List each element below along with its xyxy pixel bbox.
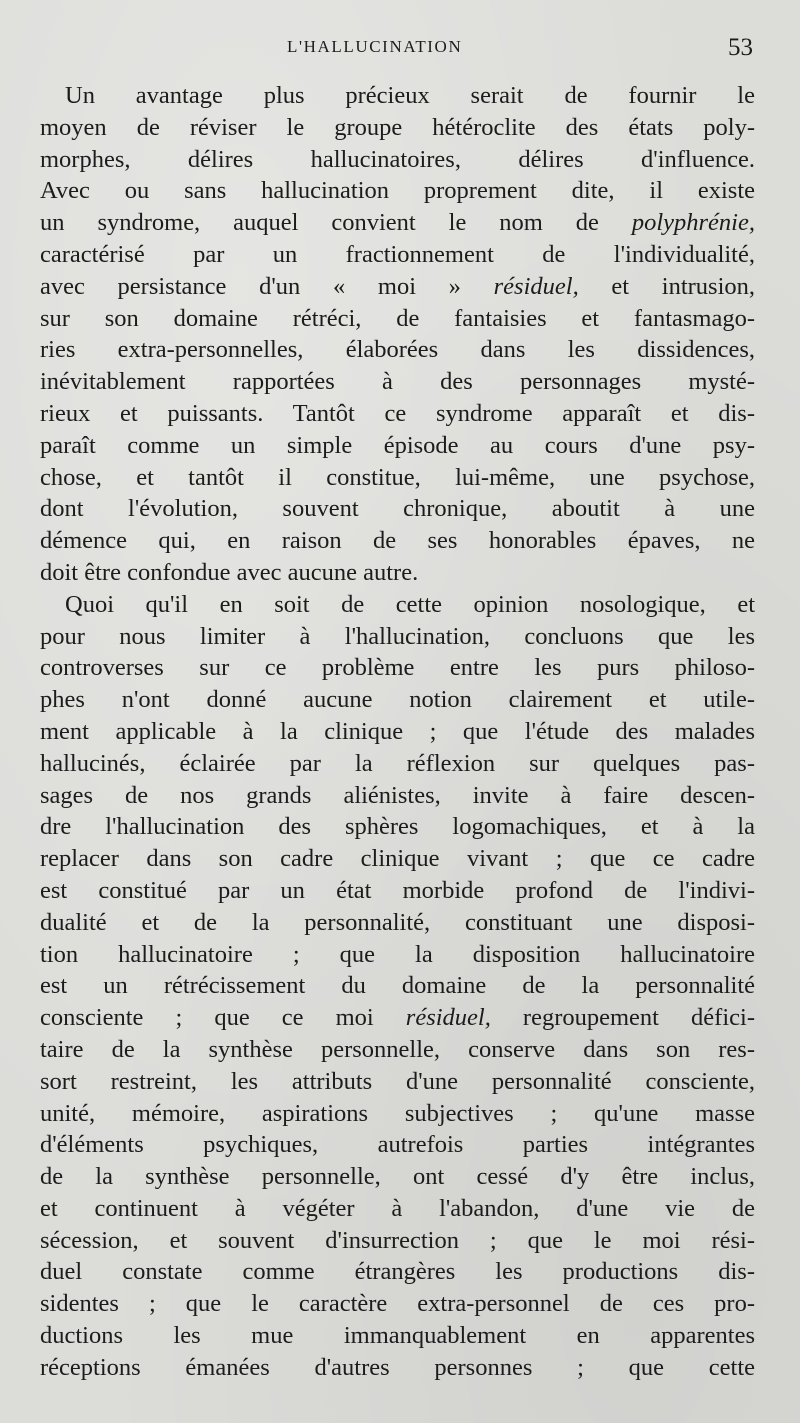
text-line: ries extra-personnelles, élaborées dans les dissidences,: [40, 336, 755, 364]
text-line: avec persistance d'un « moi » résiduel, et intrusion,: [40, 272, 755, 300]
running-title: L'HALLUCINATION: [287, 37, 463, 56]
text-line: pour nous limiter à l'hallucination, concluons que les: [40, 622, 755, 650]
text-line: phes n'ont donné aucune notion clairement et utile-: [40, 686, 755, 714]
text-line: ductions les mue immanquablement en apparentes: [40, 1322, 755, 1350]
text-line: chose, et tantôt il constitue, lui-même, une psychose,: [40, 463, 755, 491]
text-line: sur son domaine rétréci, de fantaisies et fantasmago-: [40, 304, 755, 332]
text-line: ment applicable à la clinique ; que l'étude des malades: [40, 717, 755, 745]
text-line: morphes, délires hallucinatoires, délires d'influence.: [40, 145, 755, 173]
text-line: sort restreint, les attributs d'une personnalité consciente,: [40, 1067, 755, 1095]
text-line: et continuent à végéter à l'abandon, d'une vie de: [40, 1194, 755, 1222]
running-head: [0, 34, 800, 66]
text-line: caractérisé par un fractionnement de l'individualité,: [40, 240, 755, 268]
text-line: controverses sur ce problème entre les purs philoso-: [40, 654, 755, 682]
text-line: dre l'hallucination des sphères logomachiques, et à la: [40, 813, 755, 841]
text-line: rieux et puissants. Tantôt ce syndrome apparaît et dis-: [40, 399, 755, 427]
text-line: Quoi qu'il en soit de cette opinion nosologique, et: [65, 590, 755, 618]
text-line: taire de la synthèse personnelle, conserve dans son res-: [40, 1035, 755, 1063]
text-line: de la synthèse personnelle, ont cessé d'y être inclus,: [40, 1163, 755, 1191]
text-line: inévitablement rapportées à des personnages mysté-: [40, 368, 755, 396]
text-line: paraît comme un simple épisode au cours d'une psy-: [40, 431, 755, 459]
text-line: unité, mémoire, aspirations subjectives ; qu'une masse: [40, 1099, 755, 1127]
text-line: consciente ; que ce moi résiduel, regroupement défici-: [40, 1004, 755, 1032]
text-line: replacer dans son cadre clinique vivant ; que ce cadre: [40, 845, 755, 873]
text-line: réceptions émanées d'autres personnes ; que cette: [40, 1353, 755, 1381]
body-text: [40, 80, 755, 1384]
text-line: doit être confondue avec aucune autre.: [40, 558, 419, 586]
text-line: duel constate comme étrangères les productions dis-: [40, 1258, 755, 1286]
page-number: 53: [728, 34, 753, 61]
text-line: est constitué par un état morbide profond de l'indivi-: [40, 876, 755, 904]
text-line: hallucinés, éclairée par la réflexion sur quelques pas-: [40, 749, 755, 777]
text-line: moyen de réviser le groupe hétéroclite des états poly-: [40, 113, 755, 141]
text-line: est un rétrécissement du domaine de la personnalité: [40, 972, 755, 1000]
text-line: Avec ou sans hallucination proprement dite, il existe: [40, 177, 755, 205]
text-line: Un avantage plus précieux serait de fournir le: [65, 82, 755, 109]
text-line: dont l'évolution, souvent chronique, aboutit à une: [40, 495, 755, 523]
text-line: un syndrome, auquel convient le nom de polyphrénie,: [40, 209, 755, 237]
text-line: d'éléments psychiques, autrefois parties intégrantes: [40, 1131, 755, 1159]
text-line: tion hallucinatoire ; que la disposition hallucinatoire: [40, 940, 755, 968]
text-line: sidentes ; que le caractère extra-personnel de ces pro-: [40, 1290, 755, 1318]
text-line: sages de nos grands aliénistes, invite à faire descen-: [40, 781, 755, 809]
text-line: dualité et de la personnalité, constituant une disposi-: [40, 908, 755, 936]
text-line: démence qui, en raison de ses honorables épaves, ne: [40, 527, 755, 555]
text-line: sécession, et souvent d'insurrection ; que le moi rési-: [40, 1226, 755, 1254]
